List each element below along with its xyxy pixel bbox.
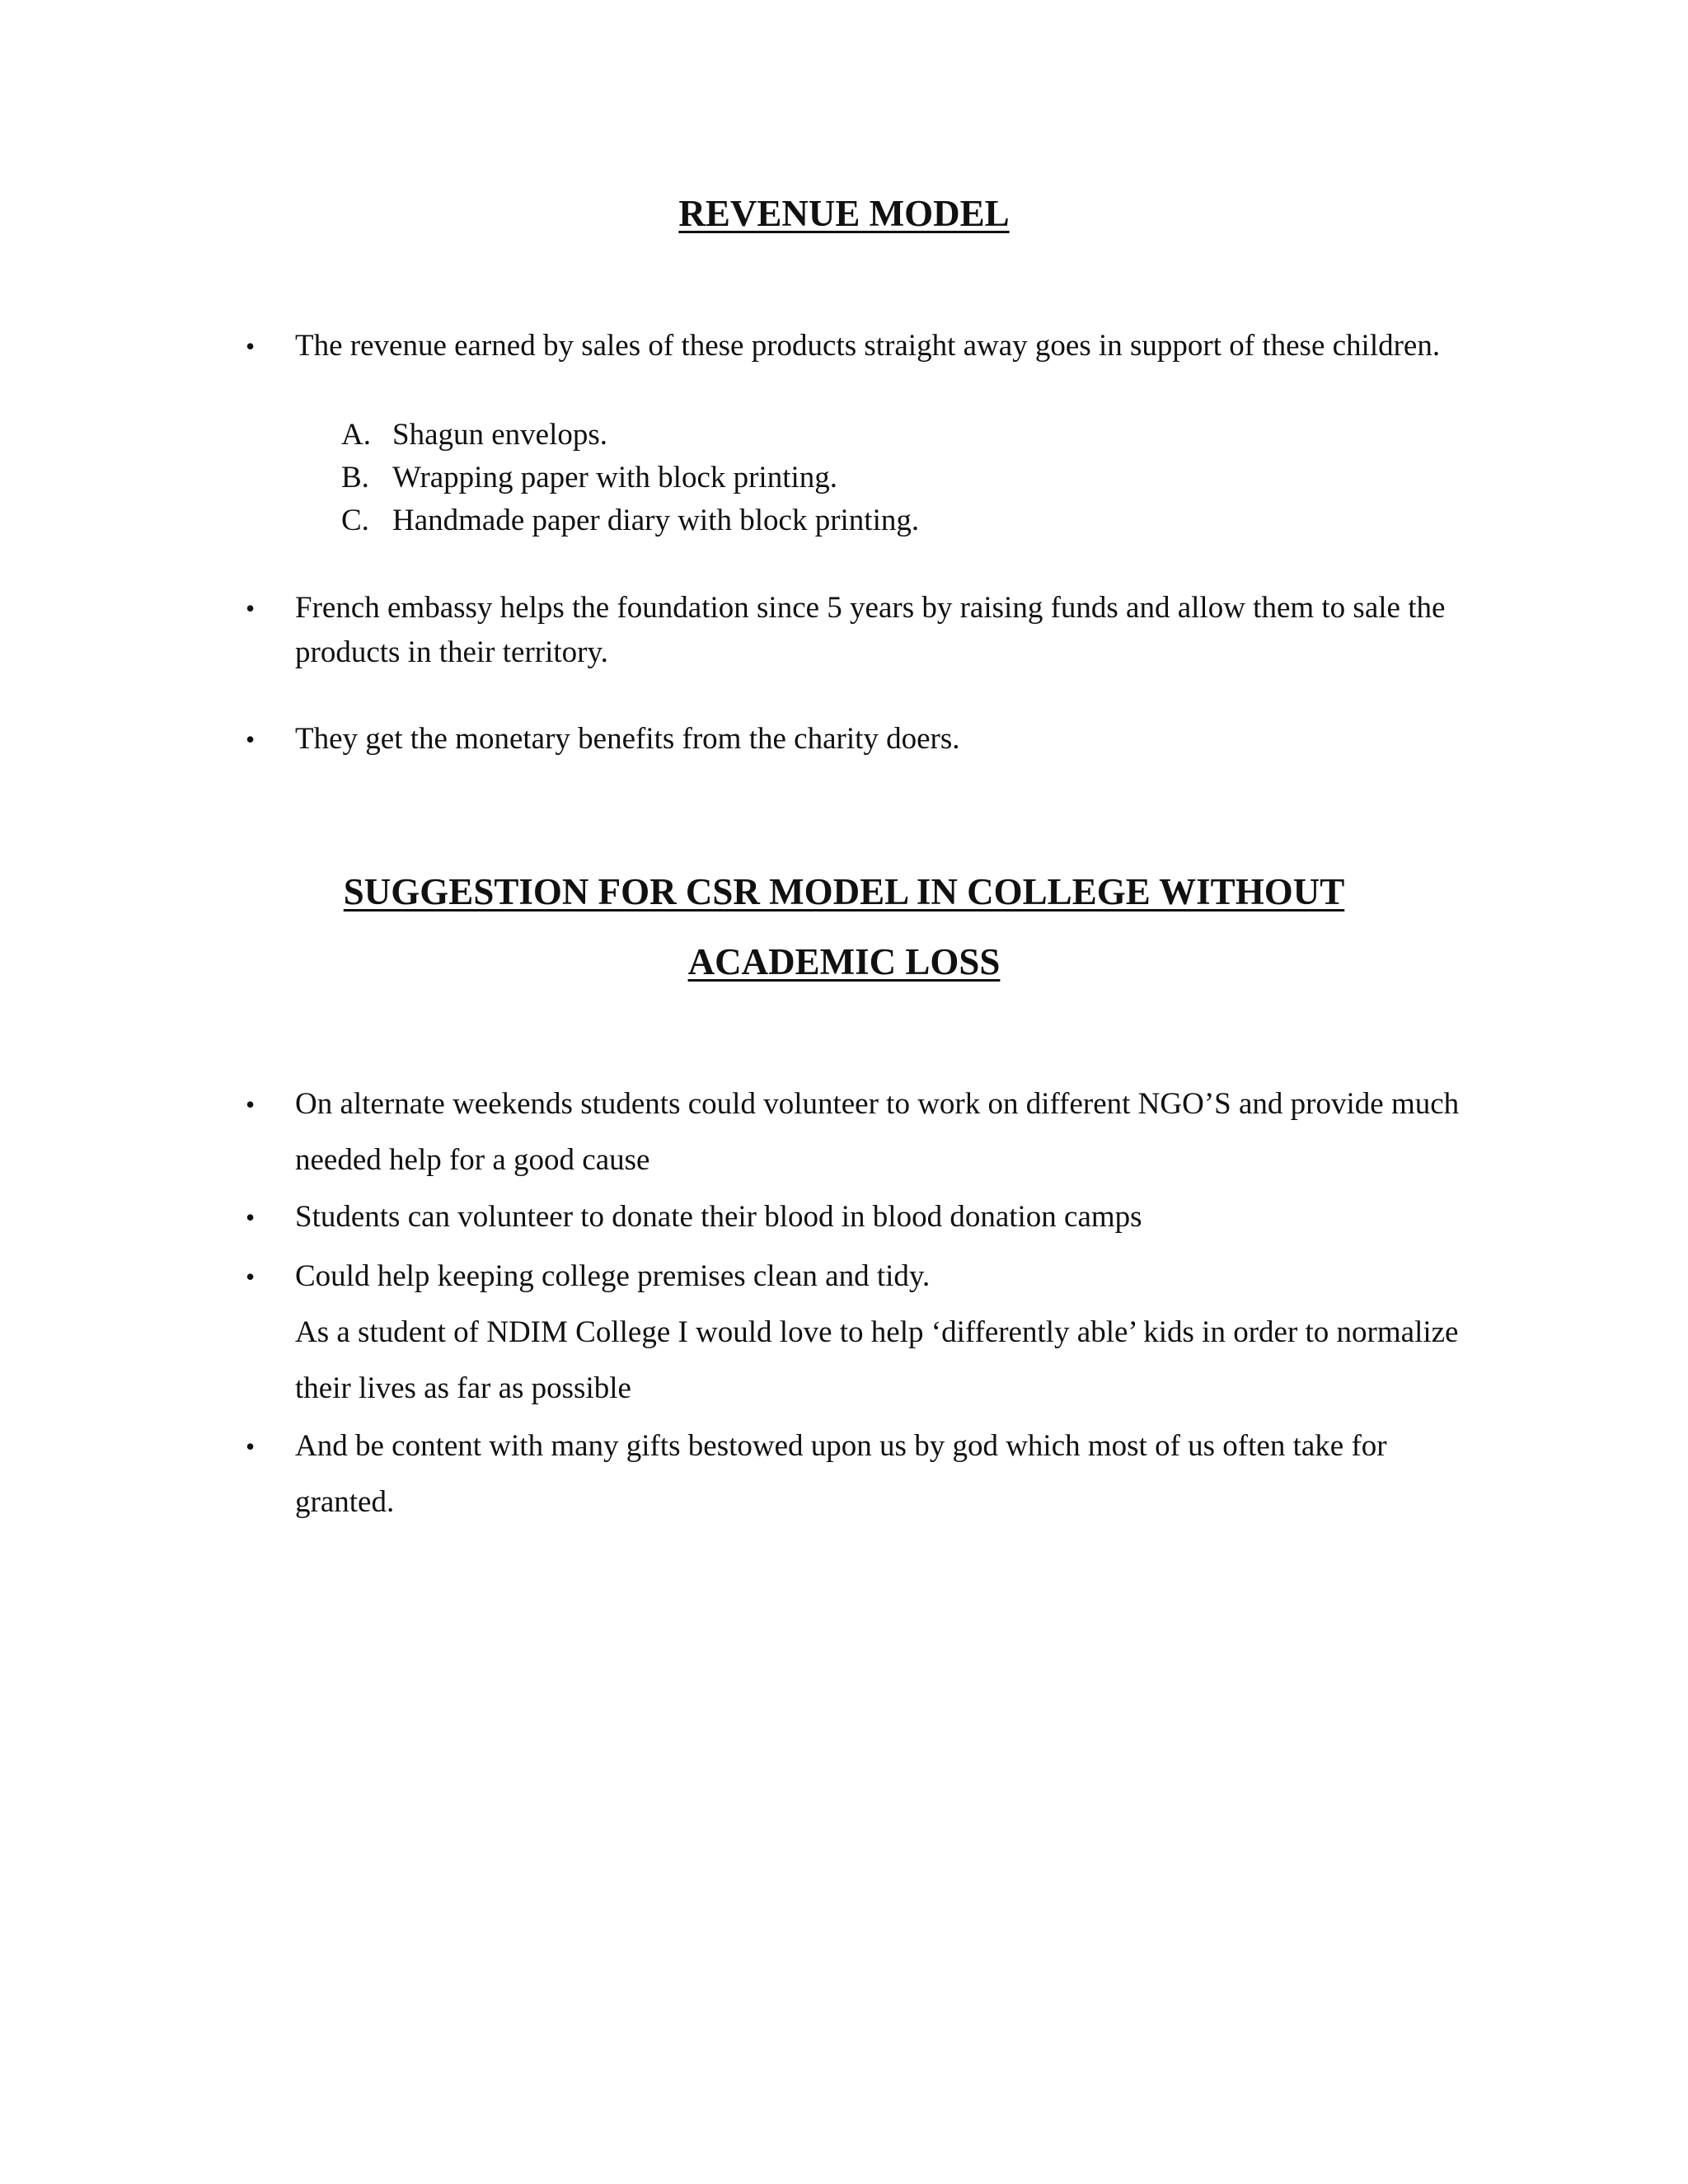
list-item-text: Shagun envelops. [392, 418, 608, 452]
revenue-model-heading: REVENUE MODEL [678, 193, 1010, 234]
bullet-icon: • [246, 1090, 256, 1119]
bullet-icon: • [246, 1262, 256, 1291]
bullet-text: French embassy helps the foundation since 5 years by raising funds and allow them to sale the products in their territory. [295, 591, 1446, 669]
ndim-paragraph: As a student of NDIM College I would love to help ‘differently able’ kids in order to normalize their lives as far as possible [295, 1315, 1459, 1405]
bullet-item [246, 1249, 1474, 1417]
bullet-item [246, 717, 1474, 762]
bullet-icon: • [246, 593, 256, 623]
bullet-text: And be content with many gifts bestowed upon us by god which most of us often take for granted. [295, 1429, 1387, 1519]
bullet-text: They get the monetary benefits from the charity doers. [295, 722, 960, 756]
bullet-icon: • [246, 724, 256, 754]
bullet-icon: • [246, 1202, 256, 1232]
bullet-text: On alternate weekends students could volunteer to work on different NGO’S and provide much needed help for a good cause [295, 1087, 1460, 1177]
bullet-text: The revenue earned by sales of these products straight away goes in support of these children. [295, 329, 1441, 363]
list-item-text: Handmade paper diary with block printing. [392, 504, 920, 537]
bullet-icon: • [246, 1432, 256, 1461]
list-item [341, 457, 919, 499]
list-item-text: Wrapping paper with block printing. [392, 461, 838, 494]
bullet-item [246, 1189, 1474, 1245]
bullet-item [246, 1418, 1474, 1530]
list-marker: B. [341, 461, 369, 494]
list-item [341, 414, 919, 457]
list-marker: A. [341, 418, 371, 452]
list-marker: C. [341, 504, 369, 537]
bullet-text: Could help keeping college premises clean and tidy. [295, 1259, 931, 1293]
bullet-item [246, 1076, 1474, 1188]
bullet-item [246, 586, 1474, 675]
bullet-icon: • [246, 331, 256, 361]
csr-heading-line1: SUGGESTION FOR CSR MODEL IN COLLEGE WITHOUT [343, 871, 1345, 912]
bullet-item [246, 324, 1474, 368]
product-list [341, 414, 919, 542]
list-item [341, 499, 919, 542]
csr-heading-line2: ACADEMIC LOSS [687, 941, 1001, 982]
bullet-text: Students can volunteer to donate their blood in blood donation camps [295, 1200, 1142, 1234]
